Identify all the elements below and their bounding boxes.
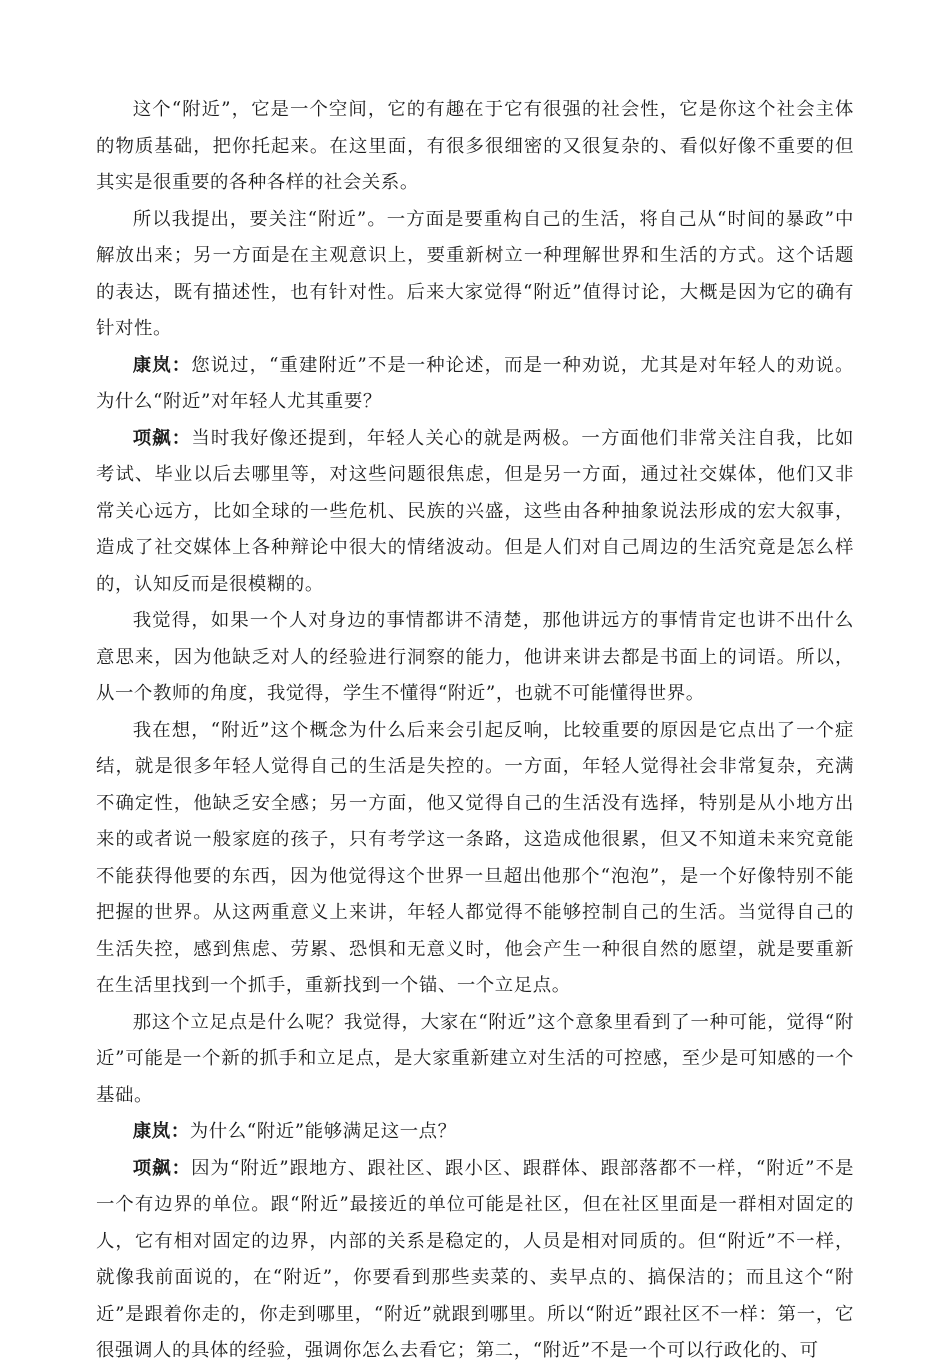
paragraph-text: 那这个立足点是什么呢？我觉得，大家在“附近”这个意象里看到了一种可能，觉得“附近”可能是一个新的抓手和立足点，是大家重新建立对生活的可控感，至少是可知感的一个基础。 bbox=[96, 1011, 854, 1106]
paragraph-text: 因为“附近”跟地方、跟社区、跟小区、跟群体、跟部落都不一样，“附近”不是一个有边界的单位。跟“附近”最接近的单位可能是社区，但在社区里面是一群相对固定的人，它有相对固定的边界，内部的关系是稳定的，人员是相对同质的。但“附近”不一样，就像我前面说的，在“附近”，你要看到那些卖菜的、卖早点的、搞保洁的；而且这个“附近”是跟着你走的，你走到哪里，“附近”就跟到哪里。所以“附近”跟社区不一样：第一，它很强调人的具体的经验，强调你怎么去看它；第二，“附近”不是一个可以行政化的、可 bbox=[96, 1157, 854, 1361]
paragraph-text: 您说过，“重建附近”不是一种论述，而是一种劝说，尤其是对年轻人的劝说。为什么“附近”对年轻人尤其重要？ bbox=[96, 354, 854, 412]
body-text bbox=[96, 92, 854, 1370]
paragraph-text: 为什么“附近”能够满足这一点？ bbox=[189, 1121, 457, 1142]
paragraph-text: 所以我提出，要关注“附近”。一方面是要重构自己的生活，将自己从“时间的暴政”中解放出来；另一方面是在主观意识上，要重新树立一种理解世界和生活的方式。这个话题的表达，既有描述性，也有针对性。后来大家觉得“附近”值得讨论，大概是因为它的确有针对性。 bbox=[96, 208, 854, 339]
paragraph-6 bbox=[96, 713, 854, 1005]
paragraph-8 bbox=[96, 1114, 854, 1151]
speaker-label: 项飙： bbox=[132, 427, 192, 449]
speaker-label: 项飙： bbox=[132, 1157, 192, 1179]
paragraph-4 bbox=[96, 421, 854, 604]
paragraph-9 bbox=[96, 1151, 854, 1370]
speaker-label: 康岚： bbox=[132, 354, 192, 376]
paragraph-text: 这个“附近”，它是一个空间，它的有趣在于它有很强的社会性，它是你这个社会主体的物质基础，把你托起来。在这里面，有很多很细密的又很复杂的、看似好像不重要的但其实是很重要的各种各样的社会关系。 bbox=[96, 99, 854, 193]
paragraph-text: 我在想，“附近”这个概念为什么后来会引起反响，比较重要的原因是它点出了一个症结，就是很多年轻人觉得自己的生活是失控的。一方面，年轻人觉得社会非常复杂，充满不确定性，他缺乏安全感；另一方面，他又觉得自己的生活没有选择，特别是从小地方出来的或者说一般家庭的孩子，只有考学这一条路，这造成他很累，但又不知道未来究竟能不能获得他要的东西，因为他觉得这个世界一旦超出他那个“泡泡”，是一个好像特别不能把握的世界。从这两重意义上来讲，年轻人都觉得不能够控制自己的生活。当觉得自己的生活失控，感到焦虑、劳累、恐惧和无意义时，他会产生一种很自然的愿望，就是要重新在生活里找到一个抓手，重新找到一个锚、一个立足点。 bbox=[96, 719, 854, 996]
paragraph-5 bbox=[96, 603, 854, 713]
paragraph-text: 我觉得，如果一个人对身边的事情都讲不清楚，那他讲远方的事情肯定也讲不出什么意思来，因为他缺乏对人的经验进行洞察的能力，他讲来讲去都是书面上的词语。所以，从一个教师的角度，我觉得，学生不懂得“附近”，也就不可能懂得世界。 bbox=[96, 610, 854, 704]
paragraph-1 bbox=[96, 92, 854, 202]
paragraph-7 bbox=[96, 1005, 854, 1115]
paragraph-3 bbox=[96, 348, 854, 421]
paragraph-text: 当时我好像还提到，年轻人关心的就是两极。一方面他们非常关注自我，比如考试、毕业以后去哪里等，对这些问题很焦虑，但是另一方面，通过社交媒体，他们又非常关心远方，比如全球的一些危机、民族的兴盛，这些由各种抽象说法形成的宏大叙事，造成了社交媒体上各种辩论中很大的情绪波动。但是人们对自己周边的生活究竟是怎么样的，认知反而是很模糊的。 bbox=[96, 427, 854, 595]
paragraph-2 bbox=[96, 202, 854, 348]
speaker-label: 康岚： bbox=[132, 1121, 190, 1142]
